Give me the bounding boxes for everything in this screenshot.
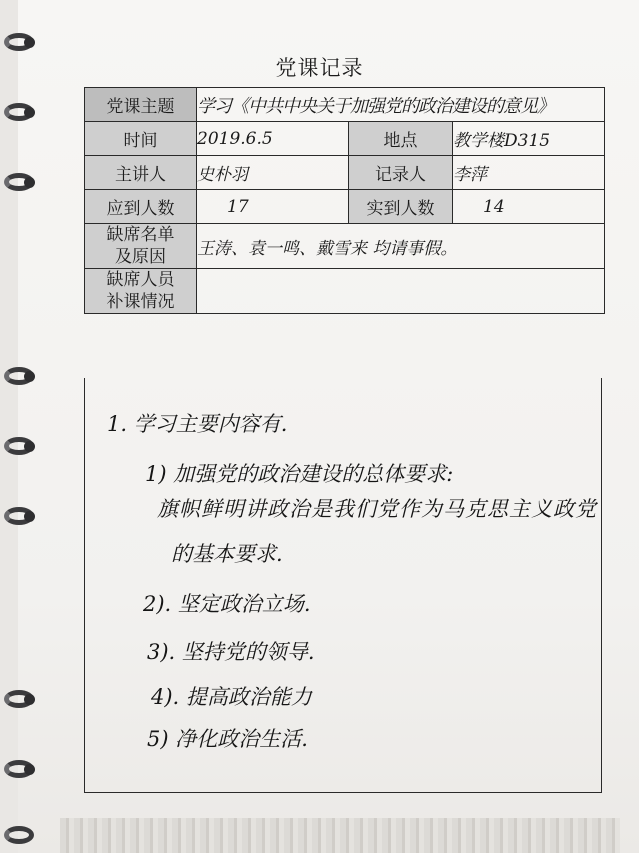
punch-hole [24,177,35,188]
recorder-value: 李萍 [453,156,605,190]
punch-hole [24,107,35,118]
punch-hole [24,764,35,775]
note-line: 2). 坚定政治立场. [143,592,311,616]
spiral-binding [0,0,40,853]
notes-content-box [84,378,602,793]
topic-value: 学习《中共中央关于加强党的政治建设的意见》 [197,88,605,122]
note-line: 旗帜鲜明讲政治是我们党作为马克思主义政党 [157,497,597,521]
makeup-label-line2: 补课情况 [106,292,175,312]
absent-label-line1: 缺席名单 [106,225,175,245]
bottom-decoration [60,818,620,853]
note-line: 3). 坚持党的领导. [147,640,315,664]
note-line: 1) 加强党的政治建设的总体要求: [145,462,454,486]
place-value: 教学楼D315 [453,122,605,156]
topic-label: 党课主题 [85,88,197,122]
note-line: 5) 净化政治生活. [147,727,308,751]
attendance-row [85,190,605,224]
binding-ring [4,826,34,844]
note-line: 4). 提高政治能力 [151,685,312,709]
actual-count-value: 14 [453,190,605,224]
expected-count-value: 17 [197,190,349,224]
topic-row [85,88,605,122]
punch-hole [24,37,35,48]
place-label: 地点 [349,122,453,156]
note-line: 1. 学习主要内容有. [107,412,288,436]
punch-hole [24,694,35,705]
makeup-value [197,269,605,314]
absent-label [85,224,197,269]
speaker-label: 主讲人 [85,156,197,190]
time-label: 时间 [85,122,197,156]
speaker-recorder-row [85,156,605,190]
absent-value: 王涛、袁一鸣、戴雪来 均请事假。 [197,224,605,269]
punch-hole [24,371,35,382]
record-form [84,87,605,314]
makeup-row [85,269,605,314]
recorder-label: 记录人 [349,156,453,190]
time-place-row [85,122,605,156]
expected-count-label: 应到人数 [85,190,197,224]
makeup-label-line1: 缺席人员 [106,270,175,290]
actual-count-label: 实到人数 [349,190,453,224]
absent-label-line2: 及原因 [115,247,166,267]
page-title: 党课记录 [275,56,364,80]
speaker-value: 史朴羽 [197,156,349,190]
note-line: 的基本要求. [171,542,283,566]
makeup-label [85,269,197,314]
punch-hole [24,441,35,452]
time-value: 2019.6.5 [197,122,349,156]
punch-hole [24,511,35,522]
absent-row [85,224,605,269]
